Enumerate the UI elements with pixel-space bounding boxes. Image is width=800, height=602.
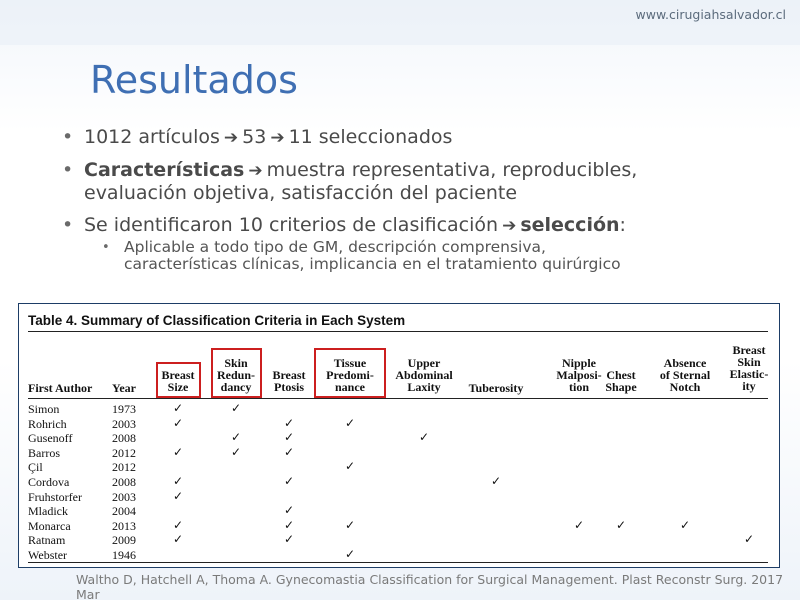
column-header-absence-sternal-notch: Absence of Sternal Notch <box>659 355 711 394</box>
cell-year: 2003 <box>112 416 136 431</box>
cell-author: Rohrich <box>28 416 67 431</box>
cell-year: 2008 <box>112 475 136 489</box>
checkmark-icon: ✓ <box>173 517 184 532</box>
cell-author: Mladick <box>28 504 68 519</box>
site-url: www.cirugiahsalvador.cl <box>635 7 786 22</box>
column-header-skin-redundancy: Skin Redun- dancy <box>216 355 255 394</box>
checkmark-icon: ✓ <box>284 517 295 532</box>
checkmark-icon: ✓ <box>284 503 295 518</box>
bullet-dot: • <box>62 126 74 148</box>
checkmark-icon: ✓ <box>284 430 295 445</box>
cell-year: 2012 <box>112 445 136 460</box>
cell-year: 2004 <box>112 504 136 519</box>
checkmark-icon: ✓ <box>284 474 295 488</box>
checkmark-icon: ✓ <box>173 474 184 488</box>
cell-year: 2012 <box>112 460 136 475</box>
cell-author: Gusenoff <box>28 431 73 446</box>
bullet-dot: • <box>102 240 110 255</box>
checkmark-icon: ✓ <box>284 444 295 459</box>
column-header-upper-abdominal-laxity: Upper Abdominal Laxity <box>395 355 453 394</box>
cell-year: 1946 <box>112 548 136 562</box>
cell-year: 1973 <box>112 402 136 416</box>
bullet-list <box>62 126 762 273</box>
bullet-bold-text: selección <box>520 214 620 236</box>
bullet-dot: • <box>62 214 74 236</box>
column-header-tuberosity: Tuberosity <box>468 380 524 395</box>
bullet-text: evaluación objetiva, satisfacción del paciente <box>84 182 518 204</box>
bullet-text: 11 seleccionados <box>288 126 453 148</box>
sub-bullet-item <box>62 239 762 273</box>
summary-table <box>18 303 780 568</box>
column-header-breast-skin-elasticity: Breast Skin Elastic- ity <box>729 343 769 393</box>
table-rule <box>28 331 768 332</box>
bullet-text: Se identificaron 10 criterios de clasificación <box>84 214 499 236</box>
checkmark-icon: ✓ <box>680 517 691 532</box>
checkmark-icon: ✓ <box>173 488 184 503</box>
arrow-icon: ➔ <box>270 128 285 148</box>
citation: Waltho D, Hatchell A, Thoma A. Gynecomastia Classification for Surgical Management. Plast Reconstr Surg. 2017 Mar <box>76 572 784 602</box>
checkmark-icon: ✓ <box>345 547 356 561</box>
checkmark-icon: ✓ <box>173 532 184 547</box>
slide-title: Resultados <box>90 58 298 102</box>
cell-author: Simon <box>28 402 60 416</box>
bullet-dot: • <box>62 159 74 181</box>
bullet-text: : <box>619 214 626 236</box>
bullet-item <box>62 159 762 204</box>
checkmark-icon: ✓ <box>574 517 585 532</box>
cell-author: Barros <box>28 445 60 460</box>
checkmark-icon: ✓ <box>173 401 184 415</box>
checkmark-icon: ✓ <box>616 517 627 532</box>
bullet-bold-text: Características <box>84 159 245 181</box>
table-title: Table 4. Summary of Classification Criteria in Each System <box>28 313 406 328</box>
checkmark-icon: ✓ <box>744 532 755 547</box>
checkmark-icon: ✓ <box>173 444 184 459</box>
cell-year: 2013 <box>112 518 136 533</box>
checkmark-icon: ✓ <box>345 517 356 532</box>
checkmark-icon: ✓ <box>284 532 295 547</box>
column-header-author: First Author <box>28 380 93 395</box>
checkmark-icon: ✓ <box>231 430 242 445</box>
checkmark-icon: ✓ <box>491 474 502 488</box>
column-header-breast-size: Breast Size <box>161 368 195 394</box>
cell-year: 2009 <box>112 533 136 548</box>
column-header-breast-ptosis: Breast Ptosis <box>272 368 306 394</box>
table-rule <box>28 398 768 399</box>
column-header-nipple-malposition: Nipple Malposi- tion <box>556 355 602 394</box>
bullet-text: 1012 artículos <box>84 126 220 148</box>
checkmark-icon: ✓ <box>231 444 242 459</box>
cell-author: Webster <box>28 548 68 562</box>
column-header-year: Year <box>112 380 136 395</box>
cell-author: Fruhstorfer <box>28 489 82 504</box>
arrow-icon: ➔ <box>223 128 239 148</box>
checkmark-icon: ✓ <box>419 430 430 445</box>
bullet-item <box>62 126 762 149</box>
bullet-text: 53 <box>242 126 267 148</box>
checkmark-icon: ✓ <box>345 459 356 474</box>
column-header-tissue-predominance: Tissue Predomi- nance <box>326 355 374 394</box>
checkmark-icon: ✓ <box>173 415 184 430</box>
sub-bullet-text: características clínicas, implicancia en el tratamiento quirúrgico <box>124 255 621 273</box>
cell-author: Cordova <box>28 475 70 489</box>
bullet-text: muestra representativa, reproducibles, <box>266 159 638 181</box>
cell-year: 2008 <box>112 431 136 446</box>
table-rule <box>28 562 768 563</box>
checkmark-icon: ✓ <box>231 401 242 415</box>
checkmark-icon: ✓ <box>284 415 295 430</box>
cell-author: Çil <box>28 460 43 475</box>
cell-year: 2003 <box>112 489 136 504</box>
arrow-icon: ➔ <box>502 216 517 236</box>
arrow-icon: ➔ <box>248 161 263 181</box>
cell-author: Ratnam <box>28 533 66 548</box>
column-header-chest-shape: Chest Shape <box>605 368 637 394</box>
sub-bullet-text: Aplicable a todo tipo de GM, descripción comprensiva, <box>124 238 546 256</box>
cell-author: Monarca <box>28 518 71 533</box>
checkmark-icon: ✓ <box>345 415 356 430</box>
bullet-item <box>62 214 762 237</box>
